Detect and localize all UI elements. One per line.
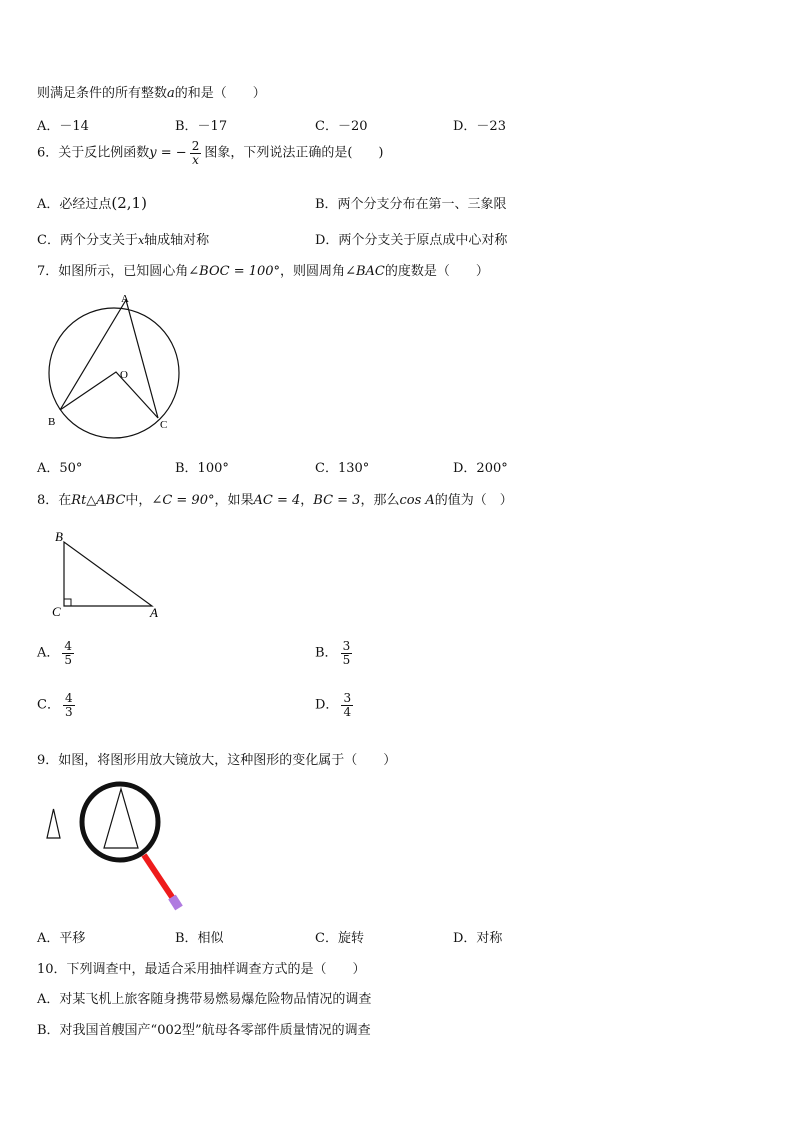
q6-stem xyxy=(37,140,384,166)
q7-label-o: O xyxy=(120,369,128,381)
q6-stem-post: 图象，下列说法正确的是( ) xyxy=(204,145,384,161)
q8-option-c-fraction xyxy=(63,692,75,718)
q6-option-a-point: (2,1) xyxy=(111,194,147,212)
q9-option-d: D．对称 xyxy=(453,931,503,946)
q9-option-c: C．旋转 xyxy=(315,931,364,946)
q5-option-c: C．－20 xyxy=(315,119,368,134)
q8-option-a-den: 5 xyxy=(64,652,73,667)
q6-option-b: B．两个分支分布在第一、三象限 xyxy=(315,197,507,212)
q8-option-a-num: 4 xyxy=(64,639,73,653)
q8-label-a: A xyxy=(150,605,158,620)
q8-option-c-den: 3 xyxy=(64,704,73,719)
q8-option-a-label: A． xyxy=(37,645,60,661)
q7-label-c: C xyxy=(160,419,168,431)
q7-angle-boc: ∠BOC = 100° xyxy=(188,264,281,279)
q8-option-d-fraction xyxy=(341,692,353,718)
q8-option-b-fraction xyxy=(341,640,353,666)
q9-option-a: A．平移 xyxy=(37,931,86,946)
q7-angle-bac: ∠BAC xyxy=(345,264,385,279)
q6-fraction xyxy=(190,140,202,166)
q7-stem xyxy=(37,260,489,279)
q9-stem: 9．如图，将图形用放大镜放大，这种图形的变化属于（ ） xyxy=(37,753,397,768)
q5-option-d: D．－23 xyxy=(453,119,506,134)
q8-option-c-num: 4 xyxy=(64,691,73,705)
q8-stem-2: ，如果 xyxy=(214,493,254,508)
q7-option-c: C．130° xyxy=(315,461,370,476)
q6-stem-pre: 6．关于反比例函数 xyxy=(37,145,150,161)
q8-option-b-den: 5 xyxy=(342,652,351,667)
q6-numerator: 2 xyxy=(191,139,200,153)
q7-option-b: B．100° xyxy=(175,461,229,476)
q8-option-d-den: 4 xyxy=(343,704,352,719)
q10-option-b: B．对我国首艘国产“002型”航母各零部件质量情况的调查 xyxy=(37,1023,371,1038)
q8-cos-a: cos A xyxy=(399,493,435,508)
q7-option-a: A．50° xyxy=(37,461,83,476)
q8-option-d-num: 3 xyxy=(343,691,352,705)
q7-option-d: D．200° xyxy=(453,461,508,476)
q9-magnifier-handle-tip xyxy=(172,897,179,908)
q6-option-a-text: A．必经过点 xyxy=(37,197,112,212)
q5-option-a: A．－14 xyxy=(37,119,89,134)
q8-label-c: C xyxy=(52,604,61,619)
q6-option-c-var: x xyxy=(137,234,145,247)
q6-denominator: x xyxy=(192,152,199,167)
q8-stem xyxy=(37,489,513,508)
q8-cond-ac: AC = 4 xyxy=(253,493,301,508)
q8-cond-bc: BC = 3 xyxy=(313,493,361,508)
q6-option-c-post: 轴成轴对称 xyxy=(144,233,210,248)
q8-option-b-label: B． xyxy=(315,645,338,661)
q7-label-a: A xyxy=(121,293,129,305)
q7-stem-mid: ，则圆周角 xyxy=(280,264,346,279)
q7-label-b: B xyxy=(48,416,56,428)
q6-option-d: D．两个分支关于原点成中心对称 xyxy=(315,233,508,248)
q9-magnifier-handle xyxy=(144,855,176,903)
q5-option-b: B．－17 xyxy=(175,119,228,134)
q5-stem xyxy=(37,82,266,101)
q9-option-b: B．相似 xyxy=(175,931,224,946)
q9-small-triangle xyxy=(47,809,60,838)
q10-stem: 10．下列调查中，最适合采用抽样调查方式的是（ ） xyxy=(37,962,366,977)
q6-eq: = − xyxy=(156,145,187,161)
q7-circle-figure xyxy=(40,288,200,448)
q6-option-c-pre: C．两个分支关于 xyxy=(37,233,138,248)
q5-stem-text: 则满足条件的所有整数 xyxy=(37,86,168,101)
q8-option-a-fraction xyxy=(62,640,74,666)
q8-label-b: B xyxy=(55,529,63,544)
q8-triangle-shape xyxy=(64,542,152,606)
q5-stem-tail: 的和是（ ） xyxy=(174,86,266,101)
q5-var: a xyxy=(167,86,175,101)
q10-option-a: A．对某飞机上旅客随身携带易燃易爆危险物品情况的调查 xyxy=(37,992,372,1007)
q8-stem-1: 中， xyxy=(125,493,152,508)
q8-option-d xyxy=(315,692,356,718)
q8-option-c xyxy=(37,692,78,718)
q8-stem-post: 的值为（ ） xyxy=(434,493,513,508)
q8-stem-3: ，那么 xyxy=(360,493,400,508)
q8-cond-angle: ∠C = 90° xyxy=(151,493,215,508)
q8-option-b xyxy=(315,640,355,666)
q8-triangle: Rt△ABC xyxy=(71,493,126,508)
q8-right-angle-mark xyxy=(64,599,71,606)
q8-stem-pre: 8．在 xyxy=(37,493,72,508)
q8-sep: ， xyxy=(300,493,314,508)
q9-magnifier-figure xyxy=(36,775,196,920)
q7-stem-pre: 7．如图所示，已知圆心角 xyxy=(37,264,189,279)
q8-triangle-figure xyxy=(48,528,168,623)
q8-option-a xyxy=(37,640,77,666)
q7-stem-post: 的度数是（ ） xyxy=(384,264,489,279)
q7-central-angle xyxy=(60,372,158,418)
q6-option-a xyxy=(37,193,147,212)
q8-option-c-label: C． xyxy=(37,697,60,713)
q6-option-c xyxy=(37,229,209,248)
q6-y: y xyxy=(149,145,157,161)
q8-option-d-label: D． xyxy=(315,697,339,713)
q8-option-b-num: 3 xyxy=(342,639,351,653)
